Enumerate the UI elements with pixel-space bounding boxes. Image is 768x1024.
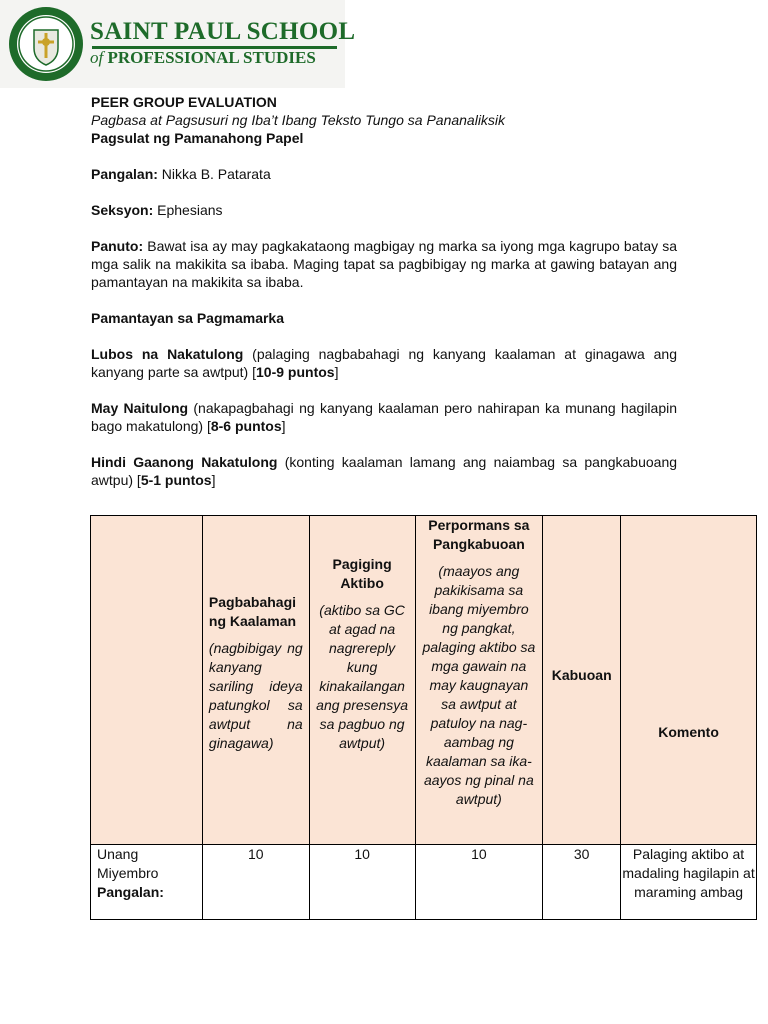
table-row	[91, 845, 757, 920]
member-name-label: Pangalan:	[97, 884, 164, 900]
criterion-1: Lubos na Nakatulong (palaging nagbabahagi ng kanyang kaalaman at ginagawa ang kanyang parte sa awtput) [10-9 puntos]	[91, 346, 677, 380]
header-pagbabahagi	[202, 516, 309, 845]
section-value: Ephesians	[157, 202, 223, 218]
score-perpormans: 10	[415, 845, 543, 920]
doc-subtitle: Pagbasa at Pagsusuri ng Iba’t Ibang Teksto Tungo sa Pananaliksik	[91, 112, 506, 128]
criteria-heading: Pamantayan sa Pagmamarka	[91, 310, 284, 326]
doc-title: PEER GROUP EVALUATION	[91, 94, 277, 110]
header-desc: (nagbibigay ng kanyang sariling ideya patungkol sa awtput na ginagawa)	[208, 640, 303, 751]
score-aktibo: 10	[309, 845, 415, 920]
header-member	[91, 516, 203, 845]
header-desc: (maayos ang pakikisama sa ibang miyembro ng pangkat, palaging aktibo sa mga gawain na may kaugnayan sa awtput at patuloy na nag-aambag ng kaalaman sa ika-aayos ng pinal na awtput)	[422, 563, 536, 807]
header-perpormans	[415, 516, 543, 845]
criterion-3: Hindi Gaanong Nakatulong (konting kaalaman lamang ang naiambag sa pangkabuoang awtpu) [5-1 puntos]	[91, 454, 678, 488]
instruction-paragraph: Panuto: Bawat isa ay may pagkakataong magbigay ng marka sa iyong mga kagrupo batay sa mga salik na makikita sa ibaba. Maging tapat sa pagbibigay ng marka at gawing batayan ang pamantayan na makikita sa ibaba.	[91, 238, 678, 290]
header-komento: Komento	[621, 516, 757, 845]
header-title: Pagbabahagi ng Kaalaman	[208, 594, 297, 629]
document-body	[91, 93, 677, 489]
member-cell	[91, 845, 203, 920]
name-line: Pangalan: Nikka B. Patarata	[91, 166, 271, 182]
school-name-line1: SAINT PAUL SCHOOL	[90, 18, 356, 45]
criterion-2: May Naitulong (nakapagbahagi ng kanyang kaalaman pero nahirapan ka munang hagilapin bago makatulong) [8-6 puntos]	[91, 400, 678, 434]
table-header-row	[91, 516, 757, 845]
school-header	[0, 0, 356, 88]
section-line: Seksyon: Ephesians	[91, 202, 223, 218]
school-name-line2: of PROFESSIONAL STUDIES	[90, 48, 316, 67]
member-label: Unang Miyembro	[97, 846, 159, 881]
evaluation-table	[90, 515, 757, 920]
score-pagbabahagi: 10	[202, 845, 309, 920]
header-kabuoan: Kabuoan	[543, 516, 621, 845]
header-title: Perpormans sa Pangkabuoan	[428, 517, 530, 552]
header-title: Pagiging Aktibo	[332, 556, 392, 591]
school-seal-icon	[8, 6, 84, 82]
score-total: 30	[543, 845, 621, 920]
name-value: Nikka B. Patarata	[161, 166, 271, 182]
header-pagiging-aktibo	[309, 516, 415, 845]
doc-topic: Pagsulat ng Pamanahong Papel	[91, 130, 304, 146]
header-desc: (aktibo sa GC at agad na nagrereply kung kinakailangan ang presensya sa pagbuo ng awtput)	[316, 602, 409, 751]
comment-cell: Palaging aktibo at madaling hagilapin at maraming ambag	[621, 845, 757, 920]
